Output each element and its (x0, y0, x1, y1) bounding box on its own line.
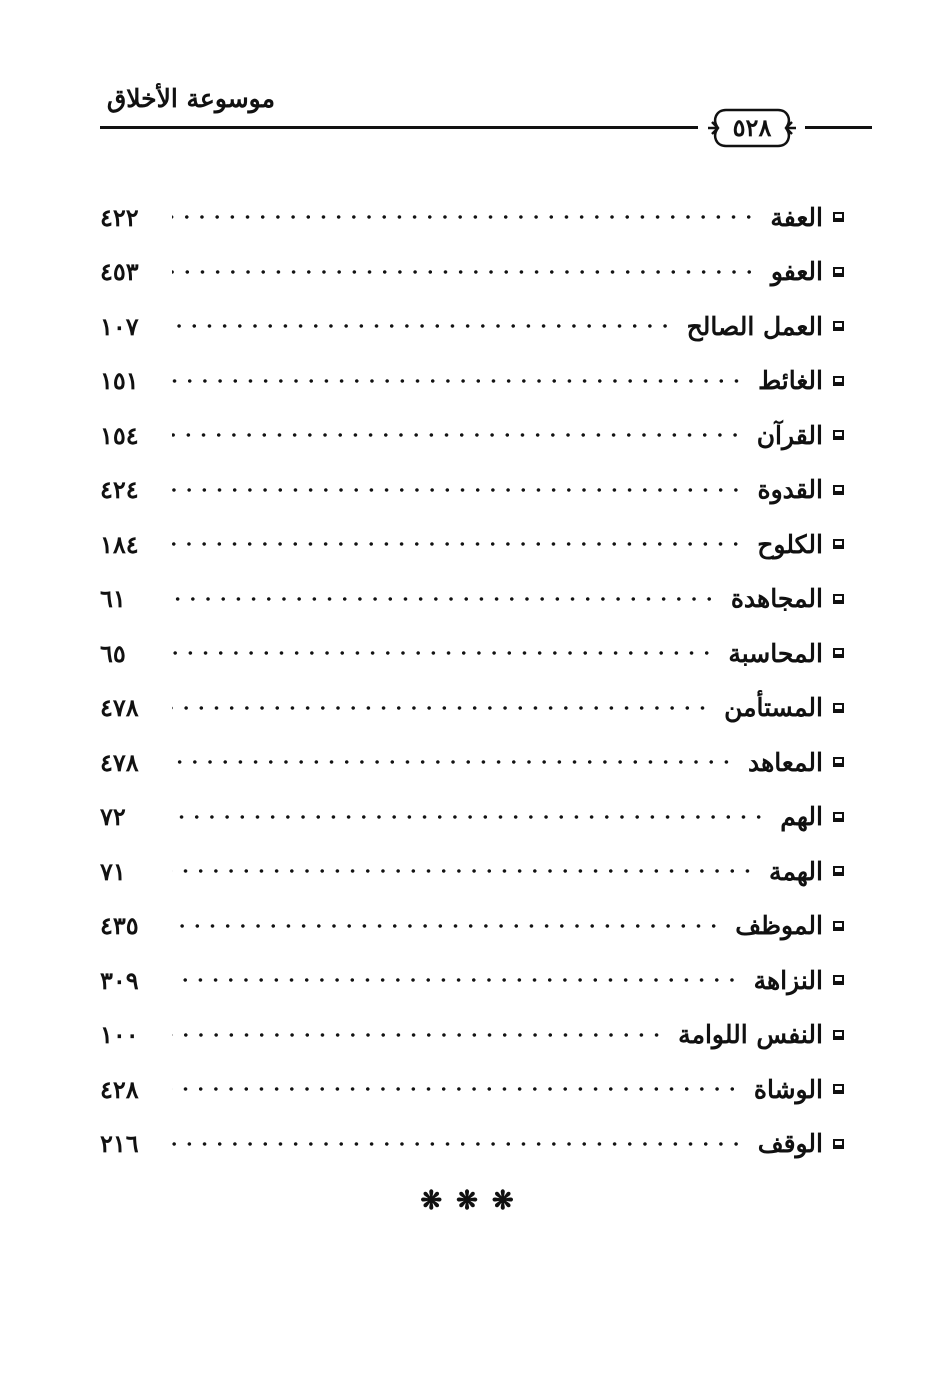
square-bullet-icon (833, 1030, 844, 1040)
index-page-ref: ١٥١ (100, 366, 139, 396)
index-page-ref: ٤٧٨ (100, 747, 139, 777)
square-bullet-icon (833, 1139, 844, 1149)
index-page-ref: ٤٧٨ (100, 693, 139, 723)
square-bullet-icon (833, 648, 844, 658)
dot-leader (172, 706, 710, 710)
square-bullet-icon (833, 975, 844, 985)
index-page-ref: ٧١ (100, 856, 126, 886)
index-page-ref: ٤٢٤ (100, 475, 139, 505)
index-term: الوشاة (753, 1074, 823, 1104)
dot-leader (172, 379, 744, 383)
index-entry (100, 790, 844, 845)
dot-leader (172, 270, 757, 274)
book-title: موسوعة الأخلاق (106, 84, 275, 113)
index-entry (100, 953, 844, 1008)
dot-leader (172, 1033, 664, 1037)
square-bullet-icon (833, 594, 844, 604)
index-entry (100, 1008, 844, 1063)
index-term: المستأمن (724, 693, 823, 723)
index-term: العمل الصالح (686, 311, 823, 341)
index-page-ref: ١٠٠ (100, 1020, 139, 1050)
index-page-ref: ٦١ (100, 584, 126, 614)
square-bullet-icon (833, 866, 844, 876)
index-page-ref: ١٨٤ (100, 529, 139, 559)
index-term: النفس اللوامة (678, 1020, 823, 1050)
index-entry (100, 844, 844, 899)
index-page-ref: ٦٥ (100, 638, 126, 668)
dot-leader (172, 869, 755, 873)
square-bullet-icon (833, 812, 844, 822)
index-entry (100, 299, 844, 354)
dot-leader (172, 924, 721, 928)
index-entry (100, 1062, 844, 1117)
index-page-ref: ٤٣٥ (100, 911, 139, 941)
index-entry (100, 1117, 844, 1172)
page-number: ٥٢٨ (732, 113, 772, 142)
square-bullet-icon (833, 921, 844, 931)
square-bullet-icon (833, 376, 844, 386)
index-entry (100, 572, 844, 627)
index-entry (100, 626, 844, 681)
index-page-ref: ٤٢٨ (100, 1074, 139, 1104)
dot-leader (172, 978, 740, 982)
index-entry (100, 408, 844, 463)
index-term: الغائط (758, 366, 823, 396)
square-bullet-icon (833, 321, 844, 331)
index-term: الكلوح (757, 529, 823, 559)
square-bullet-icon (833, 1084, 844, 1094)
dot-leader (172, 597, 717, 601)
header-rule-right (805, 126, 872, 129)
index-page-ref: ٤٥٣ (100, 257, 139, 287)
square-bullet-icon (833, 485, 844, 495)
index-term: النزاهة (753, 965, 823, 995)
index-page-ref: ١٠٧ (100, 311, 139, 341)
dot-leader (172, 433, 743, 437)
square-bullet-icon (833, 703, 844, 713)
index-entry (100, 517, 844, 572)
index-entry (100, 245, 844, 300)
index-entry (100, 463, 844, 518)
dot-leader (172, 542, 743, 546)
section-end-asterisks: ❋❋❋ (420, 1186, 528, 1216)
index-term: المجاهدة (730, 584, 823, 614)
index-term: الموظف (735, 911, 823, 941)
index-entry (100, 190, 844, 245)
square-bullet-icon (833, 430, 844, 440)
page-number-frame (704, 106, 800, 150)
header-rule-left (100, 126, 698, 129)
index-page-ref: ١٥٤ (100, 420, 139, 450)
index-term: المعاهد (748, 747, 823, 777)
dot-leader (172, 215, 756, 219)
square-bullet-icon (833, 267, 844, 277)
page-header (100, 78, 872, 158)
index-term: الهمة (769, 856, 823, 886)
index-entry (100, 681, 844, 736)
index-entry (100, 735, 844, 790)
index-term: القرآن (756, 420, 823, 450)
index-entry (100, 354, 844, 409)
index-page-ref: ٤٢٢ (100, 202, 139, 232)
index-entry (100, 899, 844, 954)
index-page-ref: ٢١٦ (100, 1129, 139, 1159)
index-term: المحاسبة (728, 638, 823, 668)
index-term: الوقف (757, 1129, 823, 1159)
index-page-ref: ٧٢ (100, 802, 126, 832)
dot-leader (172, 1142, 744, 1146)
index-term: الهم (780, 802, 823, 832)
index-list (100, 190, 844, 1171)
square-bullet-icon (833, 539, 844, 549)
dot-leader (172, 324, 673, 328)
square-bullet-icon (833, 212, 844, 222)
index-term: القدوة (757, 475, 823, 505)
dot-leader (172, 651, 714, 655)
index-term: العفو (770, 257, 823, 287)
dot-leader (172, 815, 766, 819)
index-page-ref: ٣٠٩ (100, 965, 139, 995)
dot-leader (172, 488, 743, 492)
dot-leader (172, 1087, 740, 1091)
dot-leader (172, 760, 734, 764)
square-bullet-icon (833, 757, 844, 767)
index-term: العفة (770, 202, 823, 232)
